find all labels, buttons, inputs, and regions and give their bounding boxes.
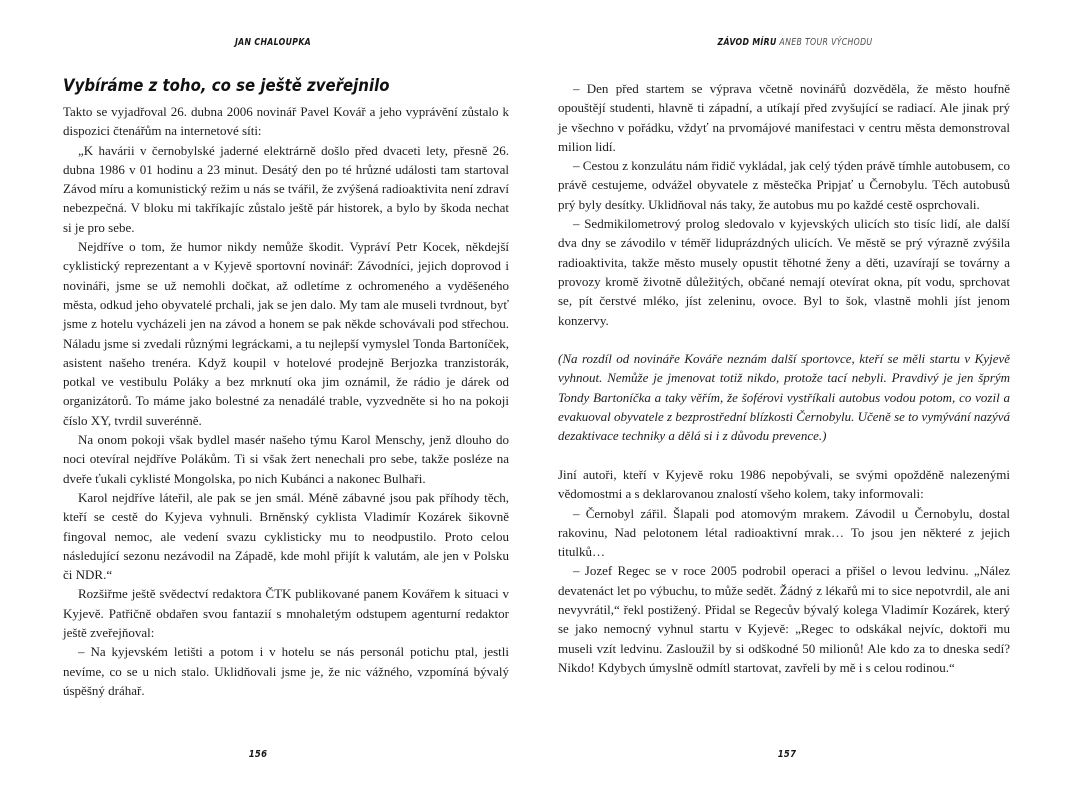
paragraph: – Cestou z konzulátu nám řidič vykládal, jak celý týden právě tímhle autobusem, co právě cestujeme, odvážel obyvatele z městečka Pripjať u Černobylu. Těch autobusů prý byly desítky. Uklidňoval nás taky, že autobus mu po každé cestě osprchovali. <box>558 158 1010 212</box>
paragraph: Nejdříve o tom, že humor nikdy nemůže škodit. Vypráví Petr Kocek, někdejší cyklistický reprezentant a v Kyjevě sportovní novinář: Závodníci, jejich doprovod i novináři, jsme se už nemohli dočkat, až odletíme z ochromeného a vyděšeného města, odkud jeho obyvatelé prchali, jak se jen dalo. My tam ale museli tvrdnout, byť jsme z hotelu vycházeli jen na závod a honem se pak někde schovávali pod střechou. Náladu jsme si zvedali různými legráckami, a tu nejlepší vymyslel Tonda Bartoníček, asistent našeho trenéra. Když koupil v hotelové prodejně Berjozka tranzistorák, potkal ve vestibulu Poláky a bez mrknutí oka jim oznámil, že rádio je dárek od organizátorů. To máme jako bolestné za nenadálé trable, vyzvedněte si ho na pokoji číslo XY, tvrdil suverénně. <box>63 239 509 428</box>
left-page <box>63 76 509 700</box>
paragraph: – Jozef Regec se v roce 2005 podrobil operaci a přišel o levou ledvinu. „Nález devatenáct let po výbuchu, to může sedět. Žádný z lékařů mi to sice nepotvrdil, ale ani nevyvrátil,“ řekl postižený. Přidal se Regecův bývalý kolega Vladimír Kozárek, který se jako nemocný vyhnul startu v Kyjevě: „Regec to odskákal nejvíc, doktoři mu museli vzít ledvinu. Zasloužil by si odškodné 50 milionů! Ale kdo za to dneska sedí? Nikdo! Kdybych úmyslně odmítl startovat, zavřeli by mě i s celou rodinou.“ <box>558 563 1010 675</box>
paragraph: Jiní autoři, kteří v Kyjevě roku 1986 nepobývali, se svými opožděně nalezenými vědomostmi a s deklarovanou znalostí všeho kolem, taky informovali: <box>558 466 1010 502</box>
paragraph: (Na rozdíl od novináře Kováře neznám další sportovce, kteří se měli startu v Kyjevě vyhnout. Nemůže je jmenovat totiž nikdo, protože tací nebyli. Pravdivý je jen šprým Tondy Bartoníčka a taky věřím, že šoférovi vystříkali autobus vodou potom, co vozil a evakuoval obyvatele z bezprostřední blízkosti Černobylu. Učeně se to vymývání nazývá dezaktivace techniky a dělá si i z důvodu prevence.) <box>558 351 1010 444</box>
right-page <box>558 79 1010 677</box>
right-page-number: 157 <box>777 749 797 760</box>
left-page-body <box>63 102 509 700</box>
paragraph: – Černobyl zářil. Šlapali pod atomovým mrakem. Závodil u Černobylu, dostal rakovinu, Nad pelotonem létal radioaktivní mrak… To jsou jen některé z jejich titulků… <box>558 505 1010 560</box>
paragraph: – Sedmikilometrový prolog sledovalo v kyjevských ulicích sto tisíc lidí, ale další dva dny se závodilo v téměř liduprázdných ulicích. Ve městě se prý výrazně zvýšila radioaktivita, takže město musely opustit těhotné ženy a děti, uzavírají se továrny a provozy kromě životně důležitých, občané nemají otevírat okna, pít vodu, sprchovat se, pít čerstvé mléko, jíst zeleninu, ovoce. Byl to šok, vlastně mohli jíst jenom konzervy. <box>558 216 1010 328</box>
paragraph: Na onom pokoji však bydlel masér našeho týmu Karol Menschy, jenž dlouho do noci otevíral nejdříve Polákům. Ti si však žert nenechali pro sebe, takže posléze na dveře ťukali cyklisté Mongolska, po nich Kubánci a nakonec Bulhaři. <box>63 432 509 486</box>
section-heading: Vybíráme z toho, co se ještě zveřejnilo <box>63 76 390 96</box>
right-page-body <box>558 79 1010 677</box>
right-running-head-title: ZÁVOD MÍRU <box>717 37 777 48</box>
left-running-head: JAN CHALOUPKA <box>234 37 312 48</box>
paragraph: Karol nejdříve láteřil, ale pak se jen smál. Méně zábavné jsou pak příhody těch, kteří se cestě do Kyjeva vyhnuli. Brněnský cyklista Vladimír Kozárek šikovně fingoval nemoc, ale vedení svazu cyklisticky mu to neodpustilo. Proto celou následující sezonu nezávodil na Západě, kde mohl přijít k valutám, ale jen v Polsku či NDR.“ <box>63 489 509 583</box>
paragraph: – Den před startem se výprava včetně novinářů dozvěděla, že město houfně opouštějí studenti, hlavně ti západní, a utíkají před zvyšující se radiací. Ale jinak prý je všechno v pořádku, vždyť na prvomájové manifestaci v centru města demonstroval milion lidí. <box>558 81 1010 154</box>
paragraph: Rozšiřme ještě svědectví redaktora ČTK publikované panem Kovářem k situaci v Kyjevě. Patřičně obdařen svou fantazií s mnohaletým odstupem agenturní redaktor ještě zveřejňoval: <box>63 586 509 641</box>
paragraph: – Na kyjevském letišti a potom i v hotelu se nás personál potichu ptal, jestli nevíme, co se u nich stalo. Uklidňovali jsme je, že nic vážného, vzpomíná bývalý úspěšný dráhař. <box>63 644 509 698</box>
right-running-head-subtitle: ANEB TOUR VÝCHODU <box>776 37 873 48</box>
left-page-number: 156 <box>248 749 268 760</box>
paragraph: Takto se vyjadřoval 26. dubna 2006 novinář Pavel Kovář a jeho vyprávění zůstalo k dispozici čtenářům na internetové síti: <box>63 104 509 139</box>
paragraph: „K havárii v černobylské jaderné elektrárně došlo před dvaceti lety, přesně 26. dubna 1986 v 01 hodinu a 23 minut. Desátý den po té hrůzné události tam startoval Závod míru a komunistický režim u nás se tvářil, že zvýšená radioaktivita není zdraví nebezpečná. V bloku mi takříkajíc zůstalo ještě pár historek, a bylo by škoda nechat si je pro sebe. <box>63 142 509 235</box>
right-running-head <box>718 37 873 48</box>
